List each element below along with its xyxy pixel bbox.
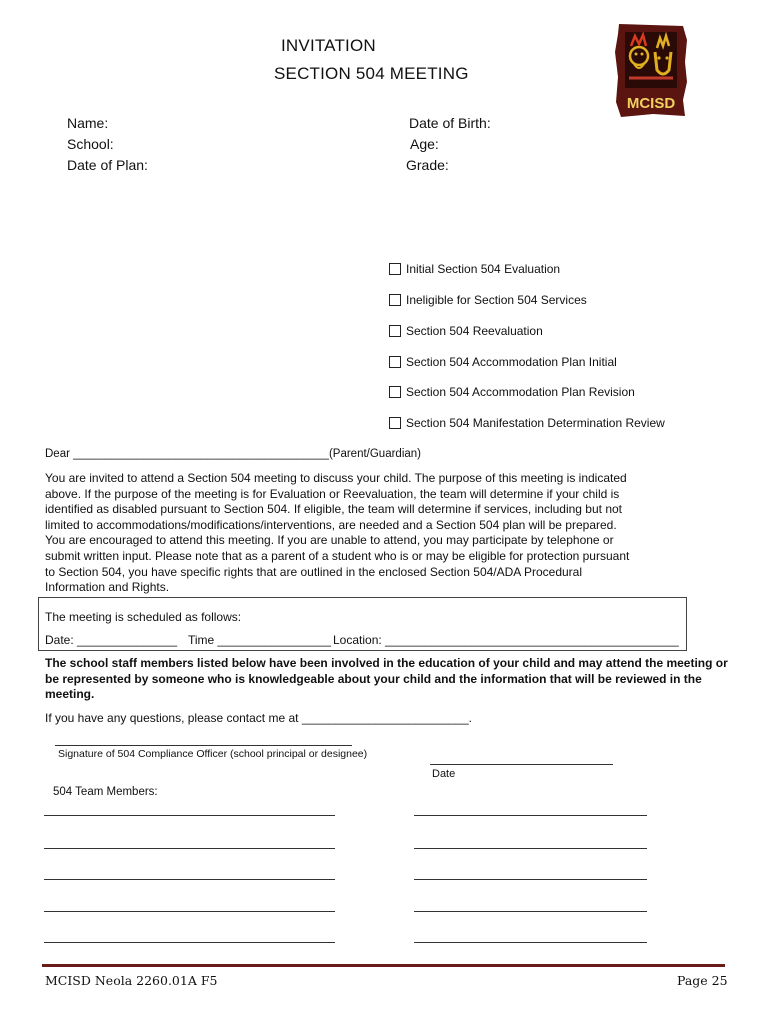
age-label: Age: [410, 136, 439, 152]
paragraph-line: above. If the purpose of the meeting is for Evaluation or Reevaluation, the team will determine if your child is [45, 486, 620, 501]
mcisd-logo [613, 22, 689, 118]
team-member-line[interactable] [414, 848, 647, 849]
purpose-label: Ineligible for Section 504 Services [406, 293, 587, 307]
paragraph-line: submit written input. Please note that as a parent of a student who is or may be eligible for protection pursuant [45, 548, 630, 563]
grade-label: Grade: [406, 157, 449, 173]
purpose-option[interactable] [389, 355, 617, 369]
school-label: School: [67, 136, 114, 152]
team-member-line[interactable] [414, 911, 647, 912]
title-line-1: INVITATION [281, 36, 376, 55]
purpose-label: Section 504 Reevaluation [406, 324, 543, 338]
signature-line[interactable] [55, 745, 352, 746]
signature-date-line[interactable] [430, 764, 613, 765]
paragraph-line: You are encouraged to attend this meeting. If you are unable to attend, you may participate by telephone or [45, 533, 614, 548]
date-of-plan-label: Date of Plan: [67, 157, 148, 173]
team-member-line[interactable] [414, 815, 647, 816]
paragraph-line: identified as disabled pursuant to Section 504. If eligible, the team will determine if services, including but not [45, 502, 622, 517]
notice-line: be represented by someone who is knowledgeable about your child and the information that will be reviewed in the [45, 671, 702, 686]
meeting-location-field[interactable]: Location: ____________________________________________ [333, 633, 679, 647]
purpose-label: Section 504 Manifestation Determination Review [406, 416, 665, 430]
paragraph-line: to Section 504, you have specific rights that are outlined in the enclosed Section 504/ADA Procedural [45, 564, 582, 579]
dear-line: Dear ________________________________________(Parent/Guardian) [45, 448, 421, 460]
purpose-option[interactable] [389, 324, 543, 338]
footer-page-number: Page 25 [677, 973, 728, 988]
meeting-date-field[interactable]: Date: _______________ [45, 633, 178, 647]
purpose-label: Section 504 Accommodation Plan Revision [406, 385, 635, 399]
notice-line: meeting. [45, 687, 95, 701]
paragraph-line: You are invited to attend a Section 504 meeting to discuss your child. The purpose of this meeting is indicated [45, 471, 627, 485]
team-member-line[interactable] [44, 911, 335, 912]
checkbox[interactable] [389, 386, 401, 398]
staff-notice [45, 656, 745, 703]
footer-form-id: MCISD Neola 2260.01A F5 [45, 973, 218, 988]
meeting-schedule-box [38, 597, 687, 651]
checkbox[interactable] [389, 294, 401, 306]
date-of-birth-label: Date of Birth: [409, 115, 491, 131]
contact-line: If you have any questions, please contact me at _________________________. [45, 711, 473, 725]
name-label: Name: [67, 115, 109, 131]
purpose-option[interactable] [389, 416, 665, 430]
paragraph-line: limited to accommodations/modifications/interventions, are needed and a Section 504 plan will be prepared. [45, 517, 617, 532]
team-member-line[interactable] [414, 942, 647, 943]
team-member-line[interactable] [414, 879, 647, 880]
purpose-option[interactable] [389, 385, 635, 399]
team-member-line[interactable] [44, 879, 335, 880]
footer-rule [42, 964, 725, 967]
logo-text: MCISD [626, 95, 676, 112]
team-member-line[interactable] [44, 848, 335, 849]
team-members-label: 504 Team Members: [53, 786, 158, 798]
notice-line: The school staff members listed below have been involved in the education of your child and may attend the meeting or [45, 656, 728, 670]
checkbox[interactable] [389, 356, 401, 368]
team-member-line[interactable] [44, 942, 335, 943]
meeting-scheduled-text: The meeting is scheduled as follows: [45, 610, 242, 624]
checkbox[interactable] [389, 263, 401, 275]
purpose-option[interactable] [389, 293, 587, 307]
team-member-line[interactable] [44, 815, 335, 816]
signature-date-label: Date [432, 768, 456, 780]
checkbox[interactable] [389, 325, 401, 337]
purpose-label: Initial Section 504 Evaluation [406, 262, 561, 276]
purpose-label: Section 504 Accommodation Plan Initial [406, 355, 617, 369]
title-line-2: SECTION 504 MEETING [274, 64, 469, 83]
signature-label: Signature of 504 Compliance Officer (school principal or designee) [58, 748, 368, 760]
checkbox[interactable] [389, 417, 401, 429]
paragraph-line: Information and Rights. [45, 580, 170, 595]
meeting-time-field[interactable]: Time _________________ [188, 633, 332, 647]
letter-paragraph [45, 471, 725, 596]
purpose-option[interactable] [389, 262, 560, 276]
